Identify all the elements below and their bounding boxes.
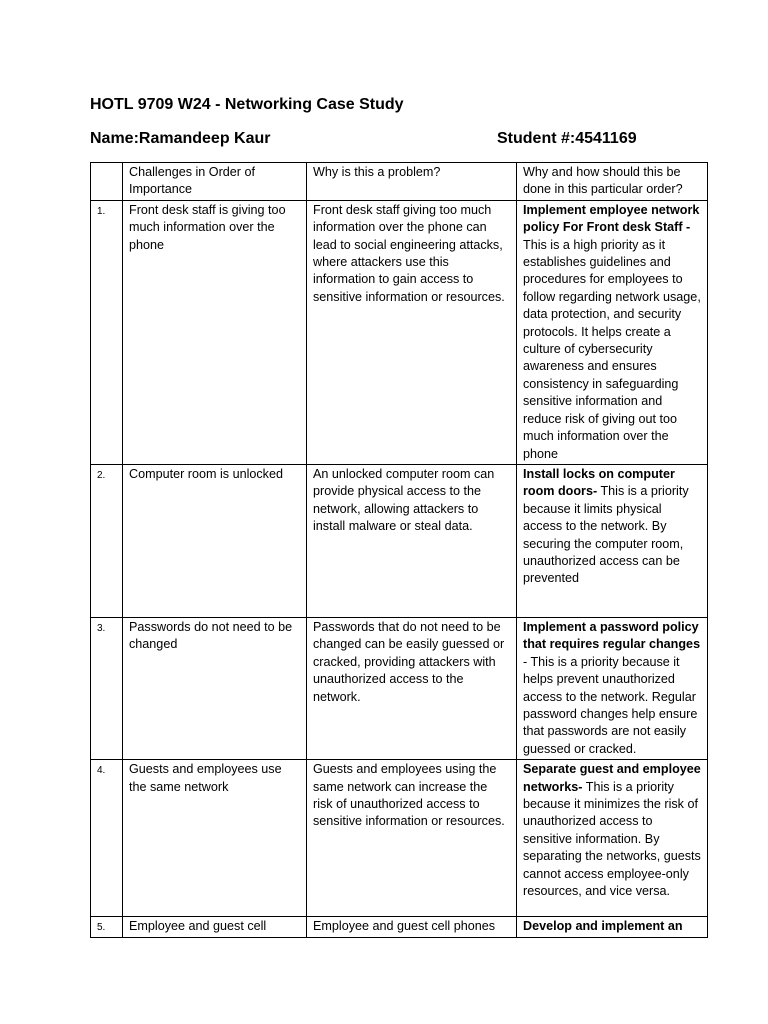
solution-heading: Implement a password policy that requires regular changes xyxy=(523,619,701,652)
solution-cell xyxy=(517,617,708,759)
problem-cell: Passwords that do not need to be changed can be easily guessed or cracked, providing attackers with unauthorized access to the network. xyxy=(307,617,517,759)
problem-cell: Guests and employees using the same network can increase the risk of unauthorized access to sensitive information or resources. xyxy=(307,760,517,917)
problem-cell: An unlocked computer room can provide physical access to the network, allowing attackers to install malware or steal data. xyxy=(307,464,517,617)
table-row xyxy=(91,917,708,937)
header-cell-number xyxy=(91,163,123,201)
row-number: 5. xyxy=(91,917,123,937)
challenge-cell: Employee and guest cell xyxy=(123,917,307,937)
case-study-table xyxy=(90,162,708,938)
solution-text: This is a priority because it limits physical access to the network. By securing the computer room, unauthorized access can be prevented xyxy=(523,484,689,586)
table-header-row xyxy=(91,163,708,201)
solution-cell xyxy=(517,200,708,464)
student-name: Name:Ramandeep Kaur xyxy=(90,130,271,147)
header-cell-challenges: Challenges in Order of Importance xyxy=(123,163,307,201)
table-row xyxy=(91,760,708,917)
row-number: 4. xyxy=(91,760,123,917)
solution-heading: Separate guest and employee networks- xyxy=(523,762,701,794)
row-number: 3. xyxy=(91,617,123,759)
solution-cell xyxy=(517,917,708,937)
student-number: Student #:4541169 xyxy=(497,130,637,147)
challenge-cell: Guests and employees use the same network xyxy=(123,760,307,917)
row-number: 1. xyxy=(91,200,123,464)
table-row xyxy=(91,617,708,759)
challenge-cell: Computer room is unlocked xyxy=(123,464,307,617)
challenge-cell: Front desk staff is giving too much information over the phone xyxy=(123,200,307,464)
solution-heading: Develop and implement an xyxy=(523,919,683,934)
solution-text: This is a high priority as it establishes guidelines and procedures for employees to follow regarding network usage, data protection, and security protocols. It helps create a culture of cybersecurity awareness and ensures consistency in safeguarding sensitive information and reduce risk of giving out too much information over the phone xyxy=(523,237,701,461)
problem-cell: Employee and guest cell phones xyxy=(307,917,517,937)
row-number: 2. xyxy=(91,464,123,617)
table-row xyxy=(91,200,708,464)
solution-cell xyxy=(517,760,708,917)
solution-heading: Install locks on computer room doors- xyxy=(523,466,675,499)
solution-cell xyxy=(517,464,708,617)
header-cell-problem: Why is this a problem? xyxy=(307,163,517,201)
solution-text: This is a priority because it minimizes the risk of unauthorized access to sensitive information. By separating the networks, guests cannot access employee-only resources, and vice versa. xyxy=(523,779,701,898)
document-title: HOTL 9709 W24 - Networking Case Study xyxy=(90,96,404,113)
solution-text: - This is a priority because it helps prevent unauthorized access to the network. Regular password changes help ensure that passwords are not easily guessed or cracked. xyxy=(523,654,698,756)
solution-heading: Implement employee network policy For Front desk Staff - xyxy=(523,202,700,235)
challenge-cell: Passwords do not need to be changed xyxy=(123,617,307,759)
header-cell-solution: Why and how should this be done in this particular order? xyxy=(517,163,708,201)
problem-cell: Front desk staff giving too much information over the phone can lead to social engineering attacks, where attackers use this information to gain access to sensitive information or resources. xyxy=(307,200,517,464)
table-row xyxy=(91,464,708,617)
